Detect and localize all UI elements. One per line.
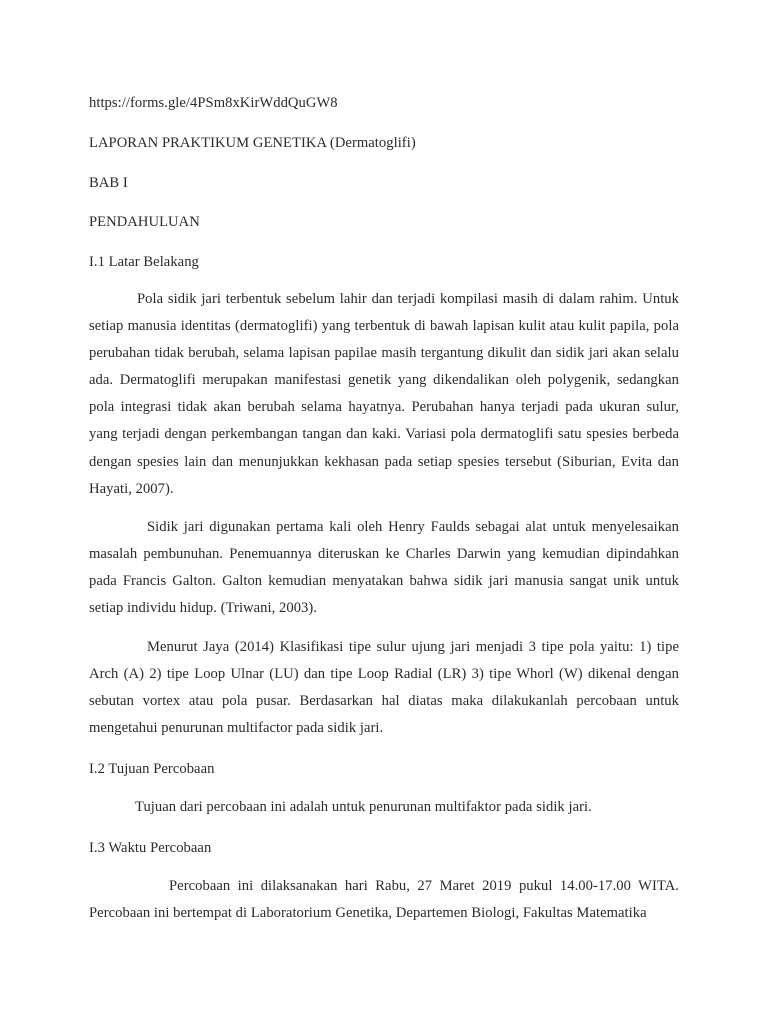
report-title: LAPORAN PRAKTIKUM GENETIKA (Dermatoglifi) [89, 135, 416, 151]
chapter-number: BAB I [89, 175, 128, 191]
paragraph-latar-belakang-1: Pola sidik jari terbentuk sebelum lahir dan terjadi kompilasi masih di dalam rahim. Untuk setiap manusia identitas (dermatoglifi) yang terbentuk di bawah lapisan kulit atau kulit papila, pola perubahan tidak berubah, selama lapisan papilae masih tergantung dikulit dan sidik jari akan selalu ada. Dermatoglifi merupakan manifestasi genetik yang dikendalikan oleh polygenik, sedangkan pola integrasi tidak akan berubah selama hayatnya. Perubahan hanya terjadi pada ukuran sulur, yang terjadi dengan perkembangan tangan dan kaki. Variasi pola dermatoglifi satu spesies berbeda dengan spesies lain dan menunjukkan kekhasan pada setiap spesies tersebut (Siburian, Evita dan Hayati, 2007). [89, 291, 679, 497]
section-heading-tujuan-percobaan: I.2 Tujuan Percobaan [89, 761, 215, 777]
section-heading-latar-belakang: I.1 Latar Belakang [89, 254, 199, 270]
chapter-title: PENDAHULUAN [89, 214, 200, 230]
section-heading-waktu-percobaan: I.3 Waktu Percobaan [89, 840, 212, 856]
paragraph-latar-belakang-3: Menurut Jaya (2014) Klasifikasi tipe sulur ujung jari menjadi 3 tipe pola yaitu: 1) tipe Arch (A) 2) tipe Loop Ulnar (LU) dan tipe Loop Radial (LR) 3) tipe Whorl (W) dikenal dengan sebutan vortex atau pola pusar. Berdasarkan hal diatas maka dilakukanlah percobaan untuk mengetahui penurunan multifactor pada sidik jari. [89, 639, 679, 737]
paragraph-tujuan-percobaan: Tujuan dari percobaan ini adalah untuk penurunan multifaktor pada sidik jari. [135, 799, 592, 815]
paragraph-latar-belakang-2: Sidik jari digunakan pertama kali oleh Henry Faulds sebagai alat untuk menyelesaikan masalah pembunuhan. Penemuannya diteruskan ke Charles Darwin yang kemudian dipindahkan pada Francis Galton. Galton kemudian menyatakan bahwa sidik jari manusia sangat unik untuk setiap individu hidup. (Triwani, 2003). [89, 519, 679, 617]
form-link[interactable]: https://forms.gle/4PSm8xKirWddQuGW8 [89, 95, 338, 111]
paragraph-waktu-percobaan: Percobaan ini dilaksanakan hari Rabu, 27 Maret 2019 pukul 14.00-17.00 WITA. Percobaan ini bertempat di Laboratorium Genetika, Departemen Biologi, Fakultas Matematika [89, 878, 679, 922]
